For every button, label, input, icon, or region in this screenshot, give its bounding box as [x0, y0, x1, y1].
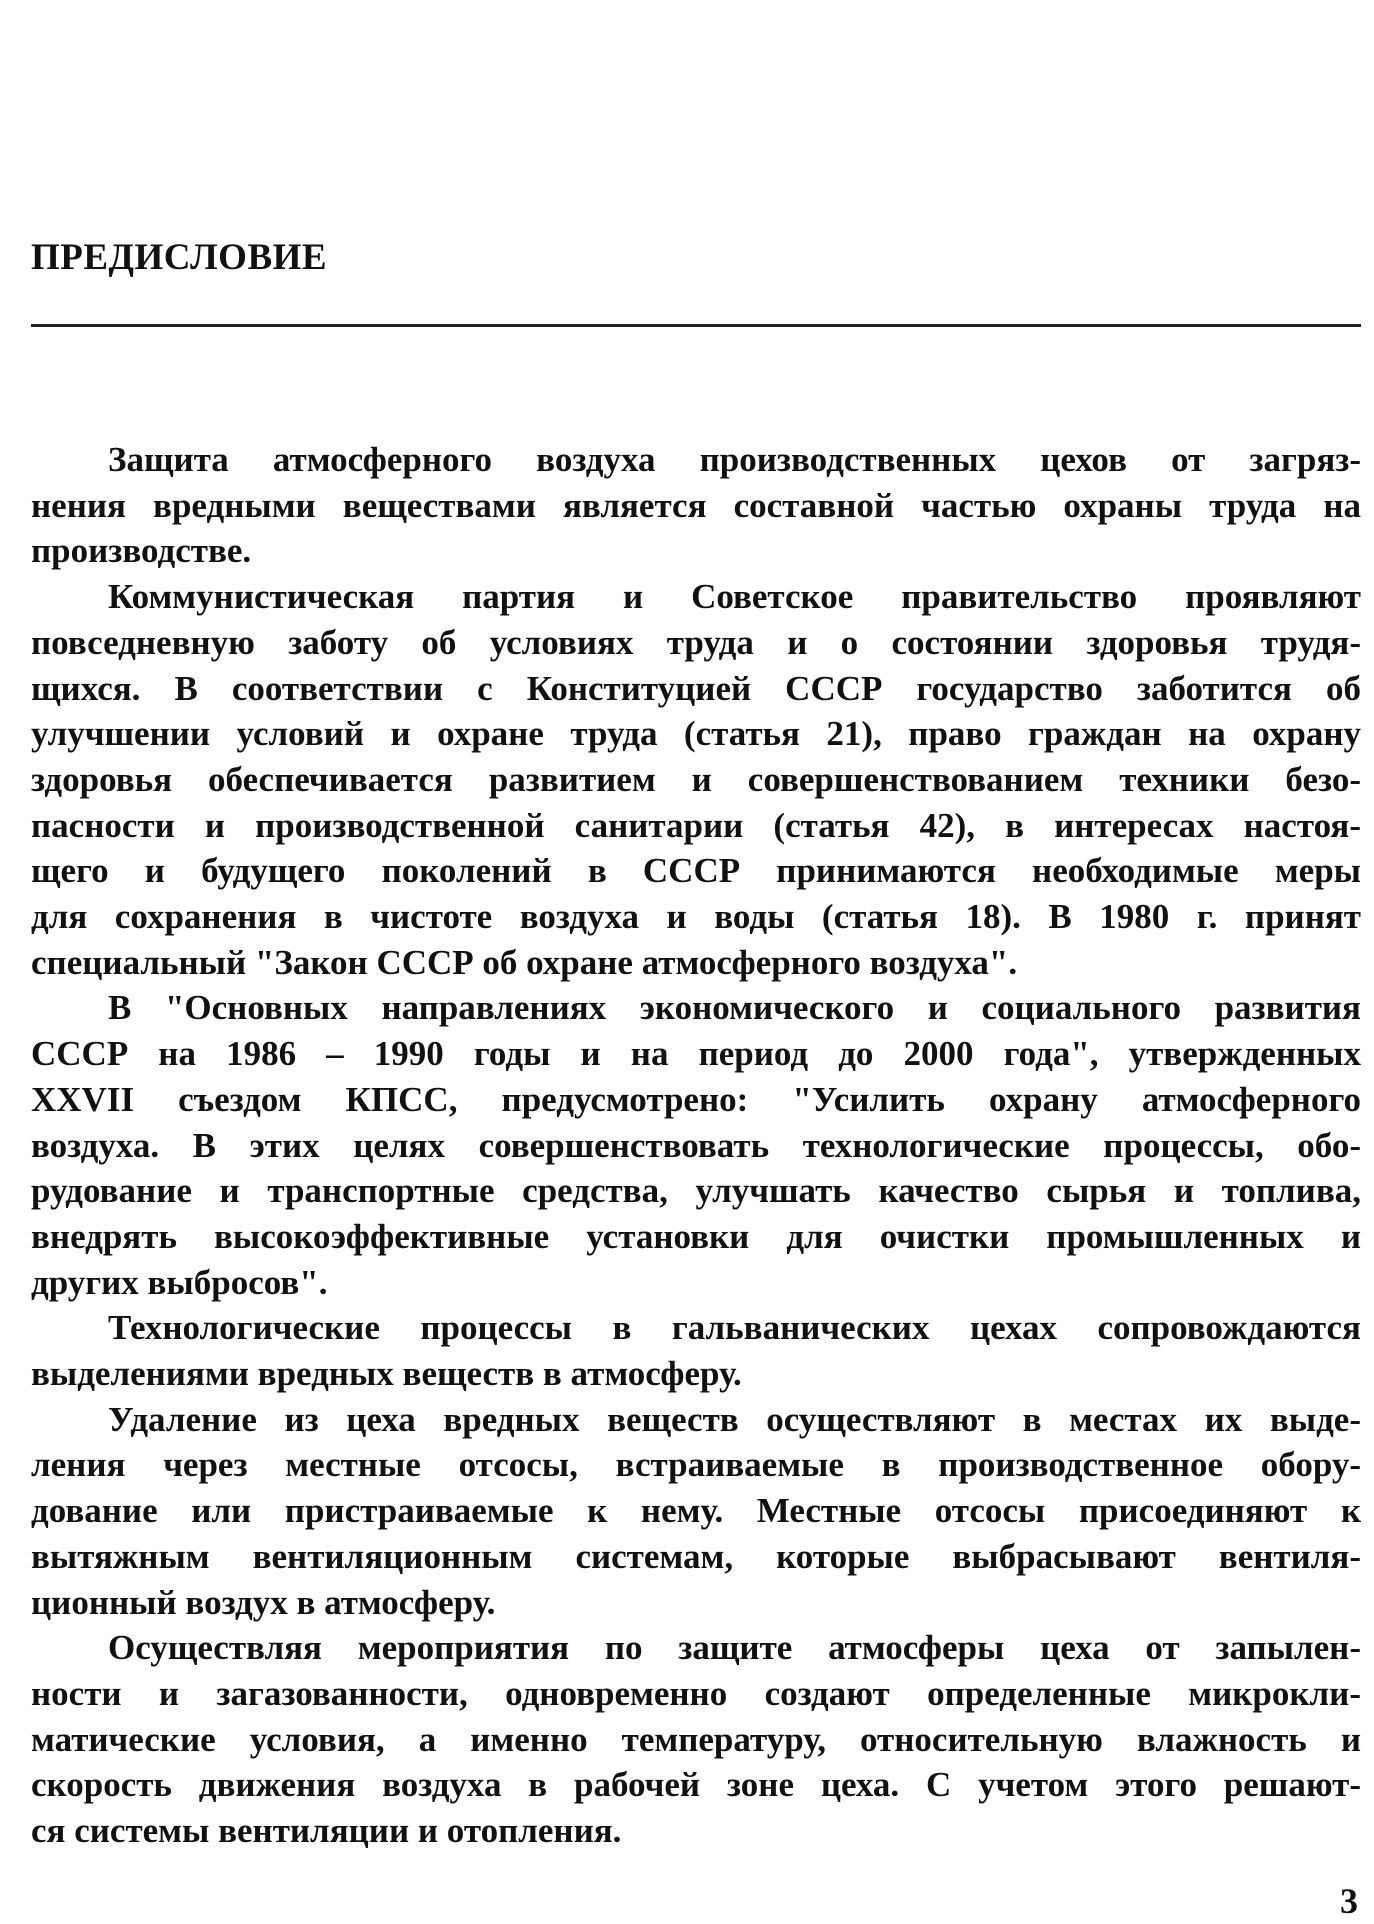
- paragraph: [31, 1625, 1361, 1854]
- text-line: внедрять высокоэффективные установки для очистки промышленных и: [31, 1216, 1361, 1256]
- text-line: Защита атмосферного воздуха производственных цехов от загряз-: [108, 440, 1361, 479]
- text-line: скорость движения воздуха в рабочей зоне цеха. С учетом этого решают-: [31, 1765, 1361, 1805]
- text-line: воздуха. В этих целях совершенствовать технологические процессы, обо-: [31, 1125, 1361, 1165]
- text-line: других выбросов".: [31, 1262, 328, 1302]
- text-line: здоровья обеспечивается развитием и совершенствованием техники безо-: [31, 759, 1361, 799]
- text-line: для сохранения в чистоте воздуха и воды (статья 18). В 1980 г. принят: [31, 897, 1361, 937]
- text-line: ления через местные отсосы, встраиваемые в производственное обору-: [31, 1445, 1361, 1485]
- text-line: производстве.: [31, 531, 252, 571]
- text-line: ся системы вентиляции и отопления.: [31, 1811, 622, 1851]
- text-line: XXVII съездом КПСС, предусмотрено: "Усилить охрану атмосферного: [31, 1079, 1361, 1119]
- text-line: специальный "Закон СССР об охране атмосферного воздуха".: [31, 942, 1018, 982]
- paragraph: [31, 1305, 1361, 1396]
- text-line: Коммунистическая партия и Советское правительство проявляют: [108, 577, 1361, 617]
- paragraph: [31, 437, 1361, 574]
- text-line: улучшении условий и охране труда (статья 21), право граждан на охрану: [31, 714, 1361, 754]
- text-line: Осуществляя мероприятия по защите атмосферы цеха от запылен-: [108, 1628, 1361, 1668]
- text-line: вытяжным вентиляционным системам, которые выбрасывают вентиля-: [31, 1536, 1361, 1576]
- body-text: [31, 437, 1361, 1854]
- text-line: Технологические процессы в гальванических цехах сопровождаются: [108, 1308, 1361, 1348]
- text-line: выделениями вредных веществ в атмосферу.: [31, 1354, 742, 1394]
- text-line: СССР на 1986 – 1990 годы и на период до 2000 года", утвержденных: [31, 1034, 1361, 1074]
- text-line: Удаление из цеха вредных веществ осуществляют в местах их выде-: [108, 1399, 1361, 1439]
- text-line: пасности и производственной санитарии (статья 42), в интересах настоя-: [31, 805, 1361, 845]
- text-line: ности и загазованности, одновременно создают определенные микрокли-: [31, 1673, 1361, 1713]
- paragraph: [31, 574, 1361, 985]
- title-divider: [31, 324, 1361, 327]
- text-line: В "Основных направлениях экономического и социального развития: [108, 988, 1361, 1028]
- page-number: 3: [1340, 1881, 1358, 1921]
- paragraph: [31, 985, 1361, 1305]
- text-line: повседневную заботу об условиях труда и о состоянии здоровья трудя-: [31, 622, 1361, 662]
- text-line: нения вредными веществами является составной частью охраны труда на: [31, 485, 1361, 525]
- text-line: матические условия, а именно температуру, относительную влажность и: [31, 1719, 1361, 1759]
- text-line: щего и будущего поколений в СССР принимаются необходимые меры: [31, 851, 1361, 891]
- text-line: щихся. В соответствии с Конституцией СССР государство заботится об: [31, 668, 1361, 708]
- paragraph: [31, 1397, 1361, 1626]
- text-line: дование или пристраиваемые к нему. Местные отсосы присоединяют к: [31, 1491, 1361, 1531]
- text-line: ционный воздух в атмосферу.: [31, 1582, 496, 1622]
- text-line: рудование и транспортные средства, улучшать качество сырья и топлива,: [31, 1171, 1361, 1211]
- page-title: ПРЕДИСЛОВИЕ: [31, 237, 328, 278]
